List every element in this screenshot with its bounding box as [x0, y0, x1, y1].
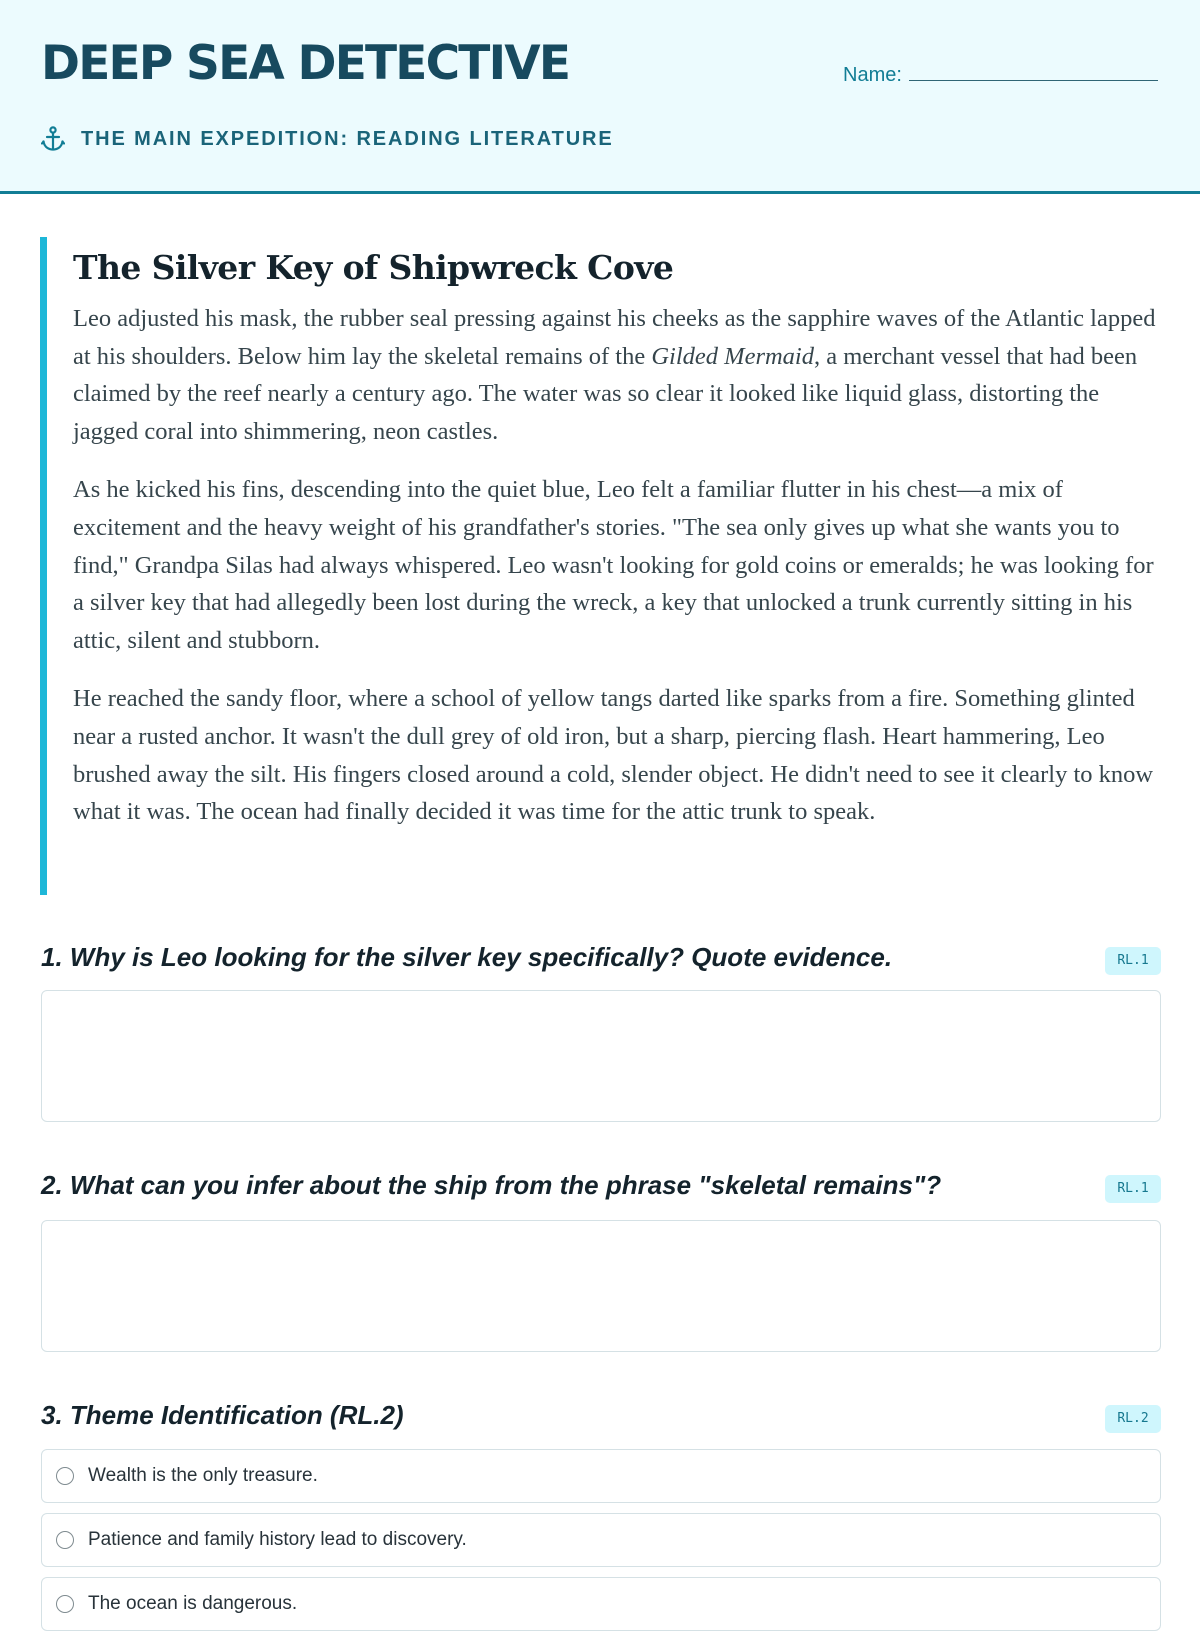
passage-paragraph-3: He reached the sandy floor, where a school of yellow tangs darted like sparks from a fire. Something glinted near a rusted anchor. It wasn't the dull grey of old iron, but a sharp, piercing flash. Heart hammering, Leo brushed away the silt. His fingers closed around a cold, slender object. He didn't need to see it clearly to know what it was. The ocean had finally decided it was time for the attic trunk to speak. [73, 685, 1154, 826]
name-label: Name: [843, 64, 902, 86]
question-1 [41, 941, 1161, 981]
radio-button[interactable] [56, 1595, 74, 1613]
question-3 [41, 1399, 1161, 1439]
worksheet-title: DEEP SEA DETECTIVE [41, 36, 570, 91]
section-subtitle [41, 126, 614, 152]
passage-title: The Silver Key of Shipwreck Cove [73, 248, 674, 287]
subtitle-text: THE MAIN EXPEDITION: READING LITERATURE [81, 127, 614, 150]
question-1-answer-box[interactable] [41, 990, 1161, 1122]
standard-badge: RL.2 [1105, 1405, 1161, 1433]
question-2-prompt: 2. What can you infer about the ship from the phrase "skeletal remains"? [41, 1170, 942, 1200]
worksheet-header [0, 0, 1200, 194]
passage-paragraph-1 [73, 300, 1161, 451]
passage-text: Leo adjusted his mask, the rubber seal pressing against his cheeks as the sapphire waves of the Atlantic lapped at his shoulders. Below him lay the skeletal remains of the [73, 304, 1156, 370]
question-3-prompt: 3. Theme Identification (RL.2) [41, 1400, 404, 1430]
option-label: Patience and family history lead to discovery. [88, 1529, 467, 1550]
name-field [843, 58, 1158, 87]
option-label: Wealth is the only treasure. [88, 1465, 318, 1486]
radio-button[interactable] [56, 1531, 74, 1549]
question-2-answer-box[interactable] [41, 1220, 1161, 1352]
passage-text: , a merchant vessel that had been claimed by the reef nearly a century ago. The water was so clear it looked like liquid glass, distorting the jagged coral into shimmering, neon castles. [73, 342, 1138, 446]
standard-badge: RL.1 [1105, 1175, 1161, 1203]
anchor-icon [41, 126, 65, 152]
option-label: The ocean is dangerous. [88, 1593, 298, 1614]
name-blank-line[interactable] [909, 58, 1158, 81]
question-2 [41, 1169, 1161, 1209]
reading-passage [40, 237, 1161, 895]
theme-option-1[interactable] [41, 1449, 1161, 1503]
theme-option-3[interactable] [41, 1577, 1161, 1631]
question-1-prompt: 1. Why is Leo looking for the silver key specifically? Quote evidence. [41, 942, 893, 972]
ship-name: Gilded Mermaid [651, 342, 814, 370]
passage-paragraph-2: As he kicked his fins, descending into the quiet blue, Leo felt a familiar flutter in his chest—a mix of excitement and the heavy weight of his grandfather's stories. "The sea only gives up what she wants you to find," Grandpa Silas had always whispered. Leo wasn't looking for gold coins or emeralds; he was looking for a silver key that had allegedly been lost during the wreck, a key that unlocked a trunk currently sitting in his attic, silent and stubborn. [73, 476, 1154, 655]
theme-option-2[interactable] [41, 1513, 1161, 1567]
standard-badge: RL.1 [1105, 947, 1161, 975]
radio-button[interactable] [56, 1467, 74, 1485]
